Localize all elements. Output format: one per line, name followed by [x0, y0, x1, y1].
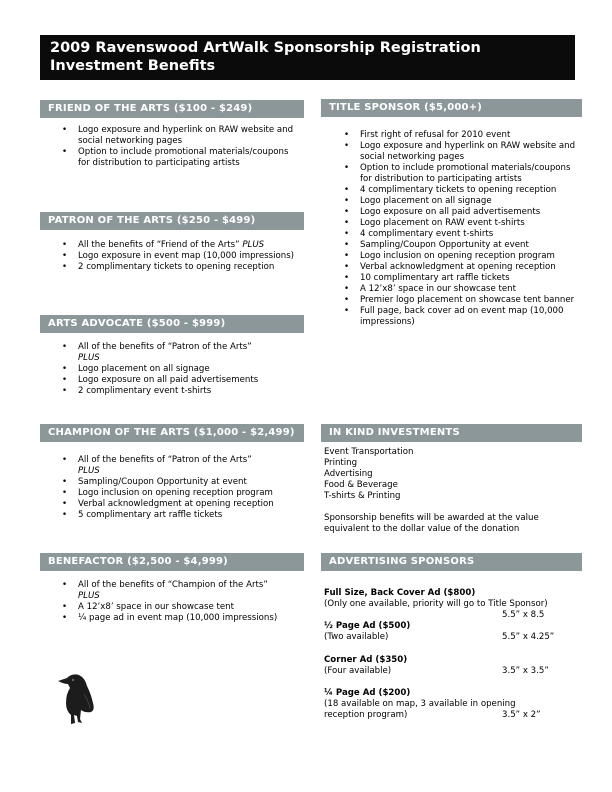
list-item — [62, 240, 302, 251]
benefactor-benefits-list — [62, 580, 302, 624]
ad-title: Corner Ad ($350) — [324, 655, 408, 665]
list-item: • Logo inclusion on opening reception program — [344, 251, 576, 262]
list-item: • Sampling/Coupon Opportunity at event — [344, 240, 576, 251]
list-item — [62, 455, 302, 477]
arts-advocate-heading: ARTS ADVOCATE ($500 - $999) — [40, 315, 304, 333]
raven-icon — [54, 672, 96, 726]
list-item: • Logo exposure on all paid advertisements — [62, 375, 302, 386]
in-kind-list — [324, 447, 539, 535]
ad-description: (18 available on map, 3 available in opening — [324, 699, 516, 709]
list-item: Event Transportation — [324, 447, 414, 457]
ad-option-quarter-page — [324, 688, 574, 721]
list-item: • 10 complimentary art raffle tickets — [344, 273, 576, 284]
list-item: • Logo exposure in event map (10,000 impressions) — [62, 251, 302, 262]
list-item: • Logo exposure and hyperlink on RAW website and social networking pages — [344, 141, 576, 163]
page-title — [40, 35, 575, 80]
list-item: • ¼ page ad in event map (10,000 impressions) — [62, 613, 302, 624]
list-item: T-shirts & Printing — [324, 491, 401, 501]
list-item — [62, 342, 302, 364]
page-title-line-2: Investment Benefits — [50, 58, 216, 74]
patron-benefits-list — [62, 240, 302, 273]
list-item — [62, 580, 302, 602]
ad-size: 5.5” x 8.5 — [502, 610, 545, 620]
ad-size: 5.5” x 4.25” — [502, 632, 555, 642]
plus-text: PLUS — [78, 466, 100, 476]
plus-text: PLUS — [78, 591, 100, 601]
ad-title: Full Size, Back Cover Ad ($800) — [324, 588, 476, 598]
in-kind-note-line-2: equivalent to the dollar value of the donation — [324, 524, 520, 534]
friend-benefits-list — [62, 125, 302, 169]
patron-of-the-arts-heading: PATRON OF THE ARTS ($250 - $499) — [40, 212, 304, 230]
in-kind-note-line-1: Sponsorship benefits will be awarded at the value — [324, 513, 539, 523]
list-item-text: All of the benefits of “Patron of the Arts” — [78, 342, 252, 352]
ad-title: ½ Page Ad ($500) — [324, 621, 411, 631]
in-kind-investments-heading: IN KIND INVESTMENTS — [321, 424, 582, 442]
list-item: • Premier logo placement on showcase tent banner — [344, 295, 576, 306]
list-item: • Verbal acknowledgment at opening reception — [344, 262, 576, 273]
ad-description: (Two available) — [324, 632, 389, 642]
list-item: • Logo placement on all signage — [62, 364, 302, 375]
list-item: • Sampling/Coupon Opportunity at event — [62, 477, 302, 488]
ad-description: (Only one available, priority will go to Title Sponsor) — [324, 599, 548, 609]
champion-benefits-list — [62, 455, 302, 521]
ad-option-half-page — [324, 621, 574, 643]
benefactor-heading: BENEFACTOR ($2,500 - $4,999) — [40, 553, 304, 571]
list-item: • 5 complimentary art raffle tickets — [62, 510, 302, 521]
list-item-text: All of the benefits of “Patron of the Arts” — [78, 455, 252, 465]
plus-text: PLUS — [242, 240, 265, 250]
list-item: • Logo placement on RAW event t-shirts — [344, 218, 576, 229]
list-item: • Full page, back cover ad on event map (10,000 impressions) — [344, 306, 576, 328]
page-title-line-1: 2009 Ravenswood ArtWalk Sponsorship Registration — [50, 40, 481, 56]
list-item: • 4 complimentary event t-shirts — [344, 229, 576, 240]
list-item: • Logo placement on all signage — [344, 196, 576, 207]
list-item: Food & Beverage — [324, 480, 398, 490]
list-item: Printing — [324, 458, 358, 468]
ad-option-full-size — [324, 588, 574, 621]
list-item: • First right of refusal for 2010 event — [344, 130, 576, 141]
list-item: • A 12’x8’ space in our showcase tent — [62, 602, 302, 613]
list-item: • Logo exposure and hyperlink on RAW website and social networking pages — [62, 125, 302, 147]
ad-size: 3.5” x 2” — [502, 710, 541, 720]
list-item: • 2 complimentary tickets to opening reception — [62, 262, 302, 273]
ad-size: 3.5” x 3.5” — [502, 666, 549, 676]
ad-title: ¼ Page Ad ($200) — [324, 688, 411, 698]
list-item: • A 12’x8’ space in our showcase tent — [344, 284, 576, 295]
plus-text: PLUS — [78, 353, 100, 363]
ad-option-corner — [324, 655, 574, 677]
list-item: • 4 complimentary tickets to opening reception — [344, 185, 576, 196]
list-item: • 2 complimentary event t-shirts — [62, 386, 302, 397]
list-item-text: All of the benefits of “Champion of the Arts” — [78, 580, 268, 590]
list-item: • Logo inclusion on opening reception program — [62, 488, 302, 499]
friend-of-the-arts-heading: FRIEND OF THE ARTS ($100 - $249) — [40, 100, 304, 118]
title-sponsor-benefits-list — [344, 130, 576, 328]
list-item: • Verbal acknowledgment at opening reception — [62, 499, 302, 510]
list-item: • Option to include promotional materials/coupons for distribution to participating artists — [62, 147, 302, 169]
list-item: • Logo exposure on all paid advertisements — [344, 207, 576, 218]
ad-description-continued: reception program) — [324, 710, 408, 720]
list-item: Advertising — [324, 469, 373, 479]
list-item-text: All the benefits of “Friend of the Arts” — [78, 240, 243, 250]
list-item: • Option to include promotional materials/coupons for distribution to participating artists — [344, 163, 576, 185]
advertising-sponsors-heading: ADVERTISING SPONSORS — [321, 553, 582, 571]
advocate-benefits-list — [62, 342, 302, 397]
title-sponsor-heading: TITLE SPONSOR ($5,000+) — [321, 99, 582, 117]
champion-of-the-arts-heading: CHAMPION OF THE ARTS ($1,000 - $2,499) — [40, 424, 304, 442]
ad-description: (Four available) — [324, 666, 392, 676]
